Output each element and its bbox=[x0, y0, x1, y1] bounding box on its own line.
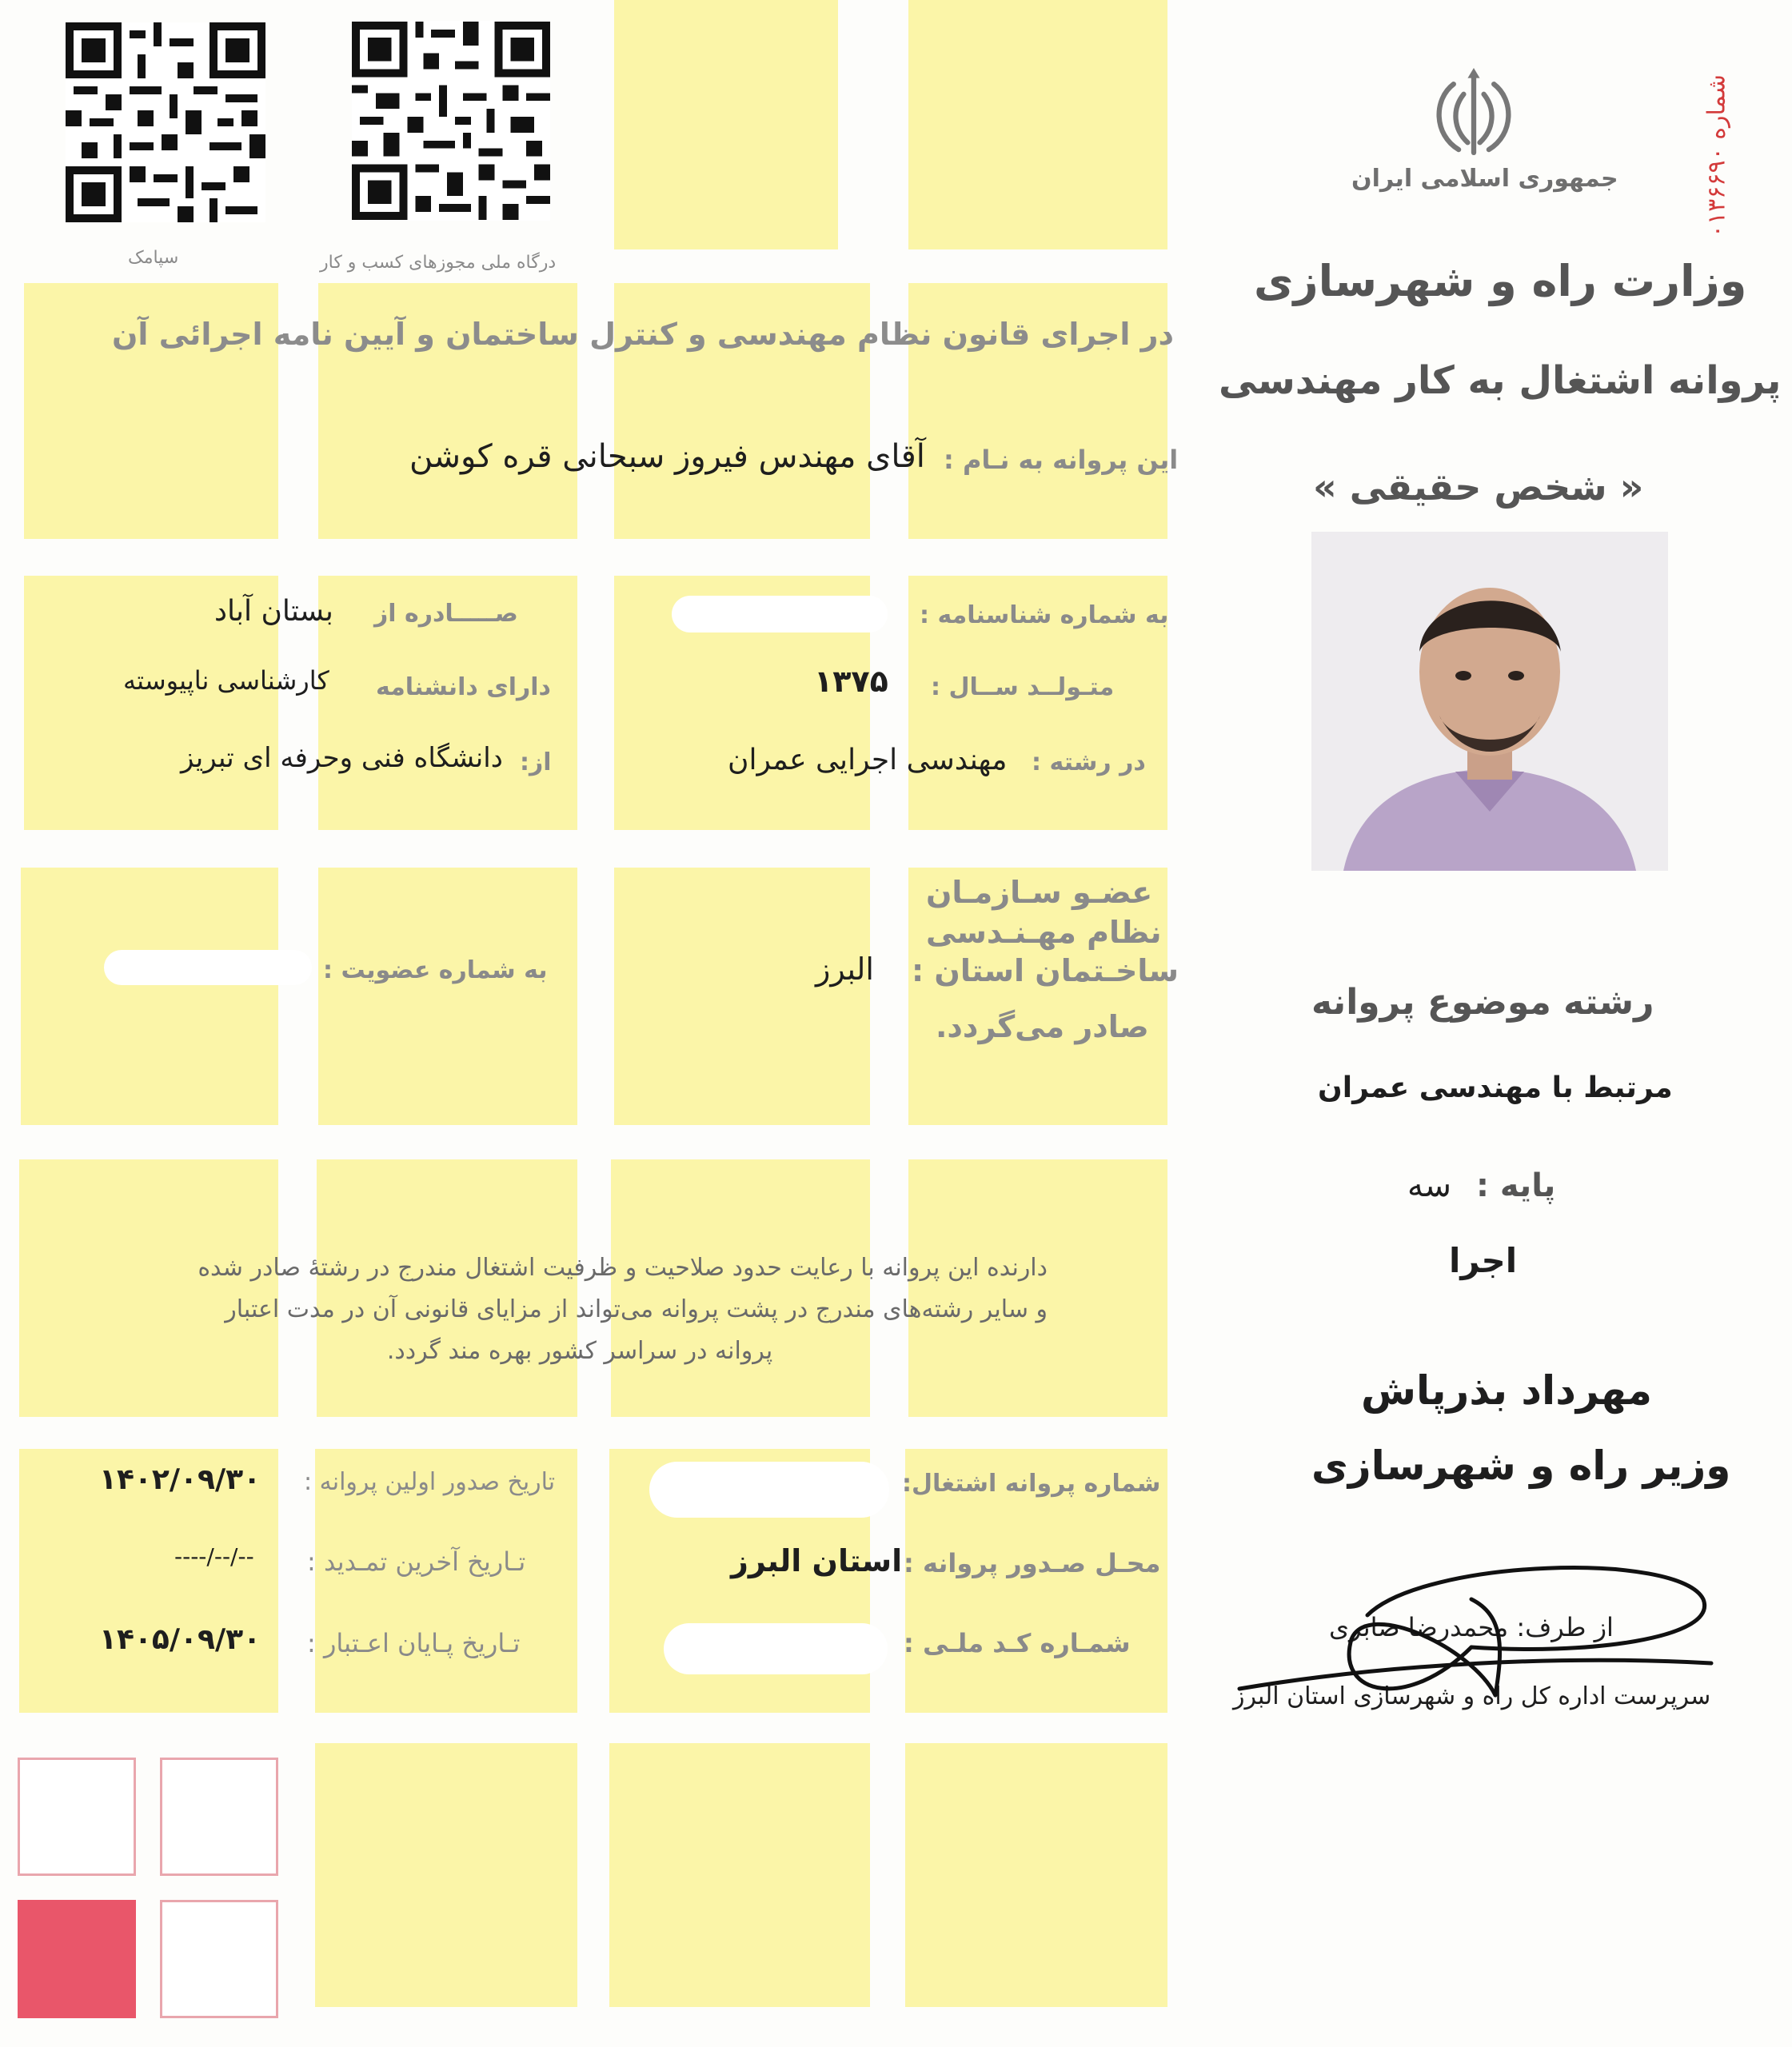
redacted-id-number bbox=[672, 596, 888, 632]
birth-year-value: ۱۳۷۵ bbox=[814, 664, 888, 699]
serial-number: شماره ۰۱۳۶۶۹۰ bbox=[1702, 74, 1731, 238]
membership-line-4: صادر می‌گردد. bbox=[936, 1009, 1149, 1044]
qr-code-sepamak[interactable] bbox=[66, 22, 265, 222]
redacted-license-number bbox=[649, 1462, 889, 1518]
expiry-value: ۱۴۰۵/۰۹/۳۰ bbox=[99, 1623, 261, 1656]
rights-line: و سایر رشته‌های مندرج در پشت پروانه می‌تواند از مزایای قانونی آن در مدت اعتبار bbox=[225, 1295, 1048, 1323]
grade-value: سه bbox=[1407, 1167, 1451, 1204]
member-number-label: به شماره عضویت : bbox=[323, 956, 548, 984]
delegate-title: سرپرست اداره کل راه و شهرسازی استان البرز bbox=[1233, 1682, 1711, 1710]
membership-line-2: نظام مهـنـدسی bbox=[926, 915, 1162, 950]
first-issue-label: تاریخ صدور اولین پروانه : bbox=[304, 1468, 556, 1496]
last-renewal-label: تـاریخ آخرین تمـدید : bbox=[307, 1546, 526, 1577]
minister-title: وزیر راه و شهرسازی bbox=[1311, 1442, 1731, 1489]
subject-title: رشته موضوع پروانه bbox=[1311, 982, 1654, 1023]
stamp-box-filled bbox=[18, 1900, 136, 2018]
rights-line: دارنده این پروانه با رعایت حدود صلاحیت و ظرفیت اشتغال مندرج در رشتهٔ صادر شده bbox=[198, 1254, 1048, 1282]
subject-value: مرتبط با مهندسی عمران bbox=[1318, 1071, 1673, 1104]
expiry-label: تـاریخ پـایان اعـتبار : bbox=[307, 1628, 521, 1658]
grade-label: پایه : bbox=[1476, 1167, 1556, 1204]
last-renewal-value: ----/--/-- bbox=[174, 1543, 254, 1570]
scope-value: اجرا bbox=[1449, 1241, 1518, 1280]
university-label: از: bbox=[520, 748, 552, 776]
stamp-box bbox=[18, 1758, 136, 1876]
rights-paragraph bbox=[112, 1247, 1048, 1372]
minister-name: مهرداد بذرپاش bbox=[1361, 1367, 1652, 1414]
issued-from-value: بستان آباد bbox=[214, 595, 333, 628]
preamble: در اجرای قانون نظام مهندسی و کنترل ساختمان و آیین نامه اجرائی آن bbox=[112, 317, 1175, 352]
qr-caption-sepamak: سپامک bbox=[128, 248, 179, 268]
ministry-title: وزارت راه و شهرسازی bbox=[1254, 256, 1747, 306]
qr-caption-business-portal: درگاه ملی مجوزهای کسب و کار bbox=[320, 253, 557, 273]
id-number-label: به شماره شناسنامه : bbox=[920, 601, 1169, 629]
issue-place-value: استان البرز bbox=[731, 1543, 903, 1578]
field-label: در رشته : bbox=[1032, 748, 1146, 776]
license-title: پروانه اشتغال به کار مهندسی bbox=[1219, 358, 1782, 403]
iran-emblem-icon bbox=[1423, 64, 1524, 165]
holder-label: این پروانه به نـام : bbox=[944, 445, 1179, 475]
membership-province: البرز bbox=[816, 952, 874, 987]
holder-photo bbox=[1311, 532, 1668, 871]
first-issue-value: ۱۴۰۲/۰۹/۳۰ bbox=[99, 1463, 261, 1496]
field-value: مهندسی اجرایی عمران bbox=[728, 744, 1008, 776]
issued-from-label: صـــــادره از bbox=[374, 600, 518, 628]
redacted-member-number bbox=[104, 950, 312, 985]
license-number-label: شماره پروانه اشتغال: bbox=[902, 1470, 1161, 1498]
stamp-box bbox=[160, 1758, 278, 1876]
qr-code-business-portal[interactable] bbox=[352, 21, 550, 221]
university-value: دانشگاه فنی وحرفه ای تبریز bbox=[181, 742, 503, 774]
rights-line: پروانه در سراسر کشور بهره مند گردد. bbox=[386, 1337, 773, 1365]
birth-year-label: متـولــد ســال : bbox=[931, 673, 1115, 701]
national-id-label: شمـاره کـد ملـی : bbox=[904, 1628, 1131, 1658]
membership-line-3: ساخـتمان استان : bbox=[912, 953, 1179, 988]
degree-label: دارای دانشنامه bbox=[376, 673, 551, 701]
membership-line-1: عضـو سـازمـان bbox=[926, 875, 1153, 910]
delegate-name: از طرف: محمدرضا صابری bbox=[1329, 1612, 1614, 1642]
degree-value: کارشناسی ناپیوسته bbox=[123, 665, 329, 696]
stamp-box bbox=[160, 1900, 278, 2018]
country-name: جمهوری اسلامی ایران bbox=[1351, 165, 1618, 193]
person-type: « شخص حقیقی » bbox=[1313, 465, 1644, 509]
holder-name: آقای مهندس فیروز سبحانی قره کوشن bbox=[409, 438, 925, 475]
redacted-national-id bbox=[664, 1623, 888, 1674]
issue-place-label: محـل صـدور پروانه : bbox=[904, 1548, 1161, 1578]
